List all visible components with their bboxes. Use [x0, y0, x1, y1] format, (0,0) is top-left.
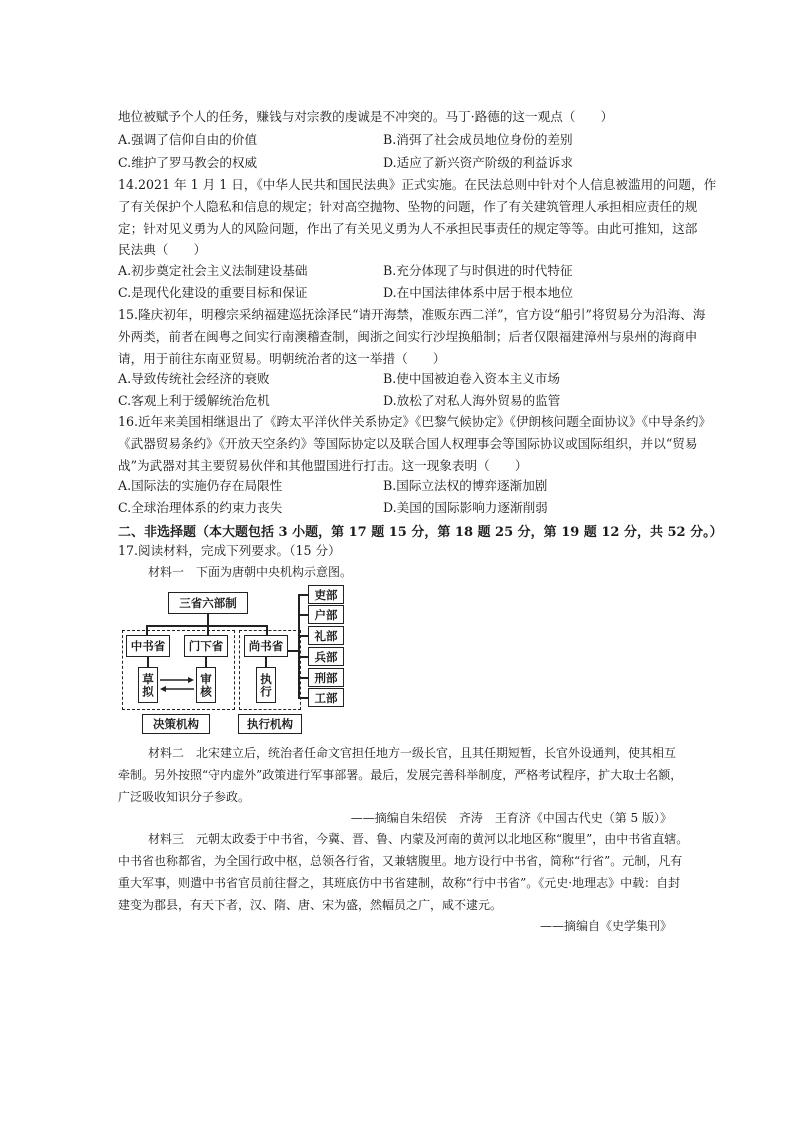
material3-line-3: 重大军事，则遣中书省官员前往督之，其班底仿中书省建制，故称“行中书省”。《元史·地理志》中载：自封 [118, 876, 681, 890]
q15-option-a: A.导致传统社会经济的衰败 [118, 371, 270, 386]
q16-line-1: 16.近年来美国相继退出了《跨太平洋伙伴关系协定》《巴黎气候协定》《伊朗核问题全面协议》《中导条约》 [118, 414, 712, 429]
zhixing-box: 执行 [256, 667, 276, 703]
q13-option-c: C.维护了罗马教会的权威 [118, 155, 258, 170]
q14-option-a: A.初步奠定社会主义法制建设基础 [118, 263, 308, 278]
q16-line-3: 战”为武器对其主要贸易伙伴和其他盟国进行打击。这一现象表明（ ） [118, 458, 528, 473]
ministry-li-personnel: 吏部 [308, 585, 344, 604]
material2-line-1: 材料二 北宋建立后，统治者任命文官担任地方一级长官，且其任期短暂，长官外设通判，使其相互 [148, 746, 677, 760]
material1-intro: 材料一 下面为唐朝中央机构示意图。 [148, 565, 353, 579]
connector [147, 657, 149, 667]
q14-line-4: 民法典（ ） [118, 242, 207, 257]
material2-line-2: 牵制。另外按照“守内虚外”政策进行军事部署。最后，发展完善科举制度，严格考试程序，扩大取士名额， [118, 768, 683, 782]
q13-option-d: D.适应了新兴资产阶级的利益诉求 [383, 155, 573, 170]
q14-line-2: 了有关保护个人隐私和信息的规定；针对高空抛物、坠物的问题，作了有关建筑管理人承担相应责任的规 [118, 199, 698, 214]
connector [288, 650, 298, 652]
q16-option-a: A.国际法的实施仍存在局限性 [118, 478, 283, 493]
connector [298, 697, 308, 699]
execution-label: 执行机构 [238, 714, 302, 734]
caoni-box: 草拟 [138, 667, 158, 703]
q16-option-d: D.美国的国际影响力逐渐削弱 [383, 500, 548, 515]
ministry-gong: 工部 [308, 688, 344, 707]
connector [298, 614, 308, 616]
ministry-hu: 户部 [308, 605, 344, 624]
q15-line-1: 15.隆庆初年，明穆宗采纳福建巡抚涂泽民“请开海禁，准贩东西二洋”，官方设“船引”将贸易分为沿海、海 [118, 307, 706, 322]
q14-option-c: C.是现代化建设的重要目标和保证 [118, 285, 308, 300]
q16-option-c: C.全球治理体系的约束力丧失 [118, 500, 283, 515]
diagram-top-box: 三省六部制 [168, 592, 248, 614]
q14-option-b: B.充分体现了与时俱进的时代特征 [383, 263, 573, 278]
q13-option-a: A.强调了信仰自由的价值 [118, 132, 258, 147]
arrow-icon [158, 675, 196, 695]
connector [205, 657, 207, 667]
q15-option-c: C.客观上利于缓解统治危机 [118, 393, 270, 408]
material2-line-3: 广泛吸收知识分子参政。 [118, 790, 251, 804]
tang-central-structure-diagram [118, 580, 358, 740]
q17-stem: 17.阅读材料，完成下列要求。（15 分） [118, 543, 341, 558]
q14-option-d: D.在中国法律体系中居于根本地位 [383, 285, 573, 300]
q15-option-b: B.使中国被迫卷入资本主义市场 [383, 371, 560, 386]
q15-line-2: 外两类，前者在闽粤之间实行南澳稽查制，闽浙之间实行沙埕换船制；后者仅限福建漳州与泉州的海商申 [118, 329, 698, 344]
q14-line-1: 14.2021 年 1 月 1 日，《中华人民共和国民法典》正式实施。在民法总则中针对个人信息被滥用的问题，作 [118, 177, 717, 192]
q15-option-d: D.放松了对私人海外贸易的监管 [383, 393, 561, 408]
decision-label: 决策机构 [142, 714, 210, 734]
q13-option-b: B.消弭了社会成员地位身份的差别 [383, 132, 573, 147]
q16-line-2: 《武器贸易条约》《开放天空条约》等国际协定以及联合国人权理事会等国际协议或国际组织，并以“贸易 [118, 436, 698, 451]
connector [298, 594, 308, 596]
q15-line-3: 请，用于前往东南亚贸易。明朝统治者的这一举措（ ） [118, 351, 446, 366]
q16-option-b: B.国际立法权的博弈逐渐加剧 [383, 478, 548, 493]
ministry-bing: 兵部 [308, 647, 344, 666]
ministry-xing: 刑部 [308, 668, 344, 687]
menxia-box: 门下省 [184, 635, 228, 657]
material3-line-1: 材料三 元朝太政委于中书省，今冀、晋、鲁、内蒙及河南的黄河以北地区称“腹里”，由中书省直辖。 [148, 832, 689, 846]
material3-source: ——摘编自《史学集刊》 [539, 919, 672, 933]
shenhe-box: 审核 [196, 667, 216, 703]
connector [265, 657, 267, 667]
q13-stem: 地位被赋予个人的任务，赚钱与对宗教的虔诚是不冲突的。马丁·路德的这一观点（ ） [118, 109, 614, 124]
connector [298, 677, 308, 679]
connector [298, 656, 308, 658]
material2-source: ——摘编自朱绍侯 齐涛 王育济《中国古代史（第 5 版）》 [350, 811, 672, 825]
connector [298, 635, 308, 637]
section2-heading: 二、非选择题（本大题包括 3 小题，第 17 题 15 分，第 18 题 25 分，第 19 题 12 分，共 52 分。） [118, 525, 723, 540]
connector [298, 594, 300, 698]
zhongshu-box: 中书省 [126, 635, 170, 657]
ministry-li-rites: 礼部 [308, 626, 344, 645]
shangshu-box: 尚书省 [244, 635, 288, 657]
material3-line-4: 建变为郡县，有天下者，汉、隋、唐、宋为盛，然幅员之广，咸不逮元。 [118, 898, 503, 912]
q14-line-3: 定；针对见义勇为人的风险问题，作出了有关见义勇为人不承担民事责任的规定等等。由此可推知，这部 [118, 221, 698, 236]
material3-line-2: 中书省也称都省，为全国行政中枢，总领各行省，又兼辖腹里。地方设行中书省，简称“行省”。元制，凡有 [118, 854, 683, 868]
